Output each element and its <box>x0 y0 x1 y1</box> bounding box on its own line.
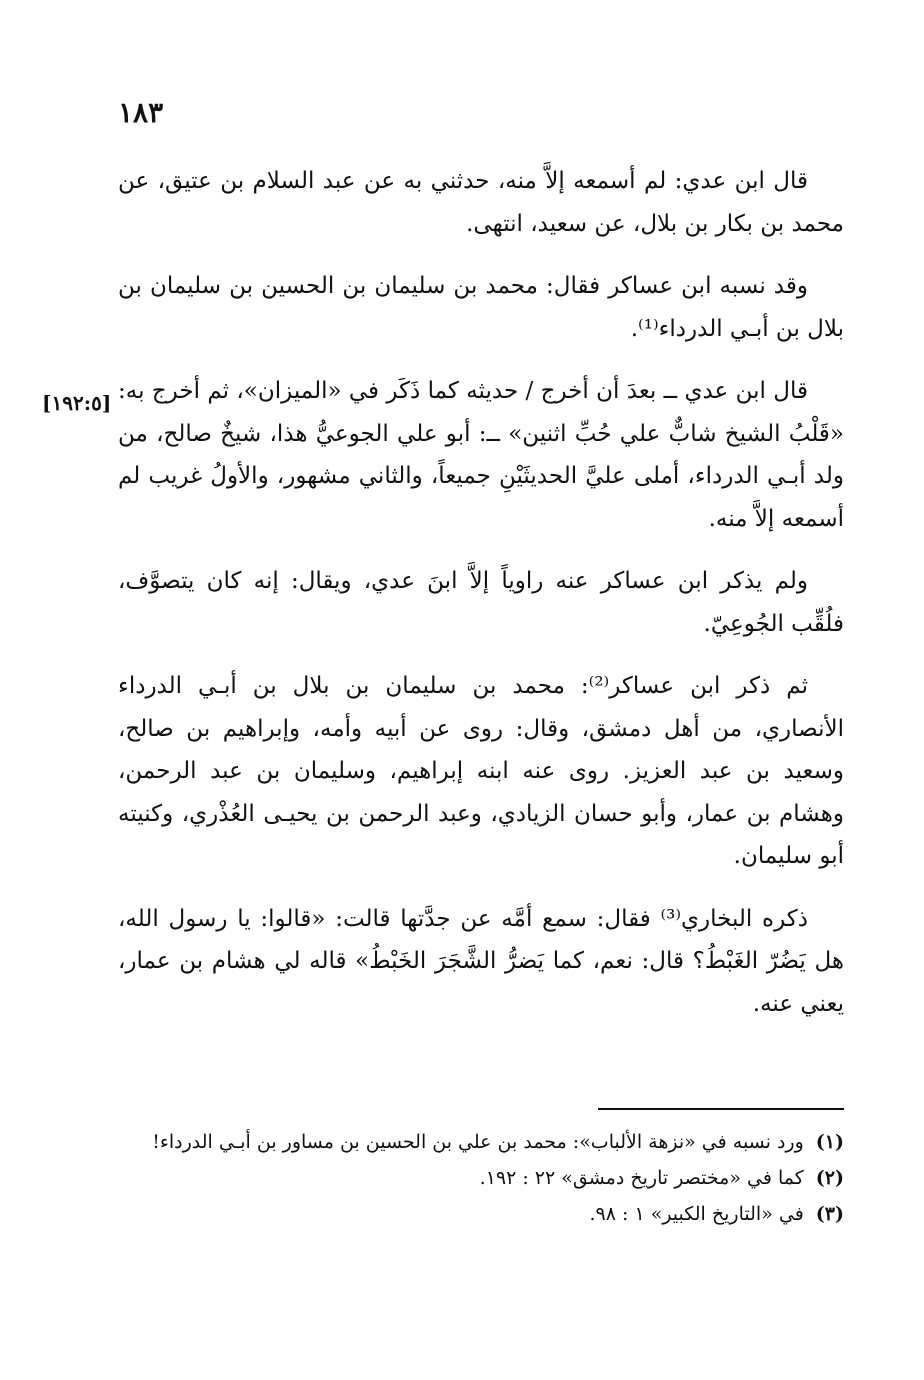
footnote-3 <box>128 1196 844 1232</box>
footnote-1 <box>128 1124 844 1160</box>
main-text <box>118 160 844 1045</box>
footnote-text: ورد نسبه في «نزهة الألباب»: محمد بن علي بن الحسين بن مساور بن أبـي الدرداء! <box>152 1131 804 1153</box>
footnote-separator <box>598 1108 844 1110</box>
paragraph-ibn-asakir-lineage: وقد نسبه ابن عساكر فقال: محمد بن سليمان بن الحسين بن سليمان بن بلال بن أبـي الدرداء⁽¹⁾. <box>118 273 844 342</box>
footnote-2 <box>128 1160 844 1196</box>
footnotes <box>128 1124 844 1232</box>
page-number: ١٨٣ <box>118 96 164 129</box>
paragraph-ibn-adi-statement: قال ابن عدي: لم أسمعه إلاَّ منه، حدثني به عن عبد السلام بن عتيق، عن محمد بن بكار بن بلال، عن سعيد، انتهى. <box>118 168 844 237</box>
footnote-number: (١) <box>815 1131 844 1153</box>
paragraph-narrator-note: ولم يذكر ابن عساكر عنه راوياً إلاَّ ابنَ عدي، ويقال: إنه كان يتصوَّف، فلُقِّب الجُوعِيّ. <box>118 568 844 637</box>
paragraph-ibn-asakir-biography: ثم ذكر ابن عساكر⁽²⁾: محمد بن سليمان بن بلال بن أبـي الدرداء الأنصاري، من أهل دمشق، وقال: روى عن أبيه وأمه، وإبراهيم بن صالح، وسعيد بن عبد العزيز. روى عنه ابنه إبراهيم، وسليمان بن عبد الرحمن، وهشام بن عمار، وأبو حسان الزيادي، وعبد الرحمن بن يحيـى العُذْري، وكنيته أبو سليمان. <box>118 673 844 869</box>
margin-page-reference: [١٩٢:٥] <box>42 391 112 415</box>
paragraph-ibn-adi-hadith: قال ابن عدي ــ بعدَ أن أخرج / حديثه كما ذَكَر في «الميزان»، ثم أخرج به: «قَلْبُ الشيخ شابٌّ علي حُبِّ اثنين» ــ: أبو علي الجوعيُّ هذا، شيخٌ صالح، من ولد أبـي الدرداء، أملى عليَّ الحديثَيْنِ جميعاً، والثاني مشهور، والأولُ غريب لم أسمعه إلاَّ منه. <box>118 378 844 532</box>
footnote-number: (٣) <box>815 1203 844 1225</box>
paragraph-bukhari-mention: ذكره البخاري⁽³⁾ فقال: سمع أمَّه عن جدَّتها قالت: «قالوا: يا رسول الله، هل يَضُرّ الغَبْطُ؟ قال: نعم، كما يَضرُّ الشَّجَرَ الخَبْطُ» قاله لي هشام بن عمار، يعني عنه. <box>118 905 844 1017</box>
footnote-number: (٢) <box>815 1167 844 1189</box>
footnote-text: كما في «مختصر تاريخ دمشق» ٢٢ : ١٩٢. <box>479 1167 804 1189</box>
footnote-text: في «التاريخ الكبير» ١ : ٩٨. <box>589 1203 804 1225</box>
